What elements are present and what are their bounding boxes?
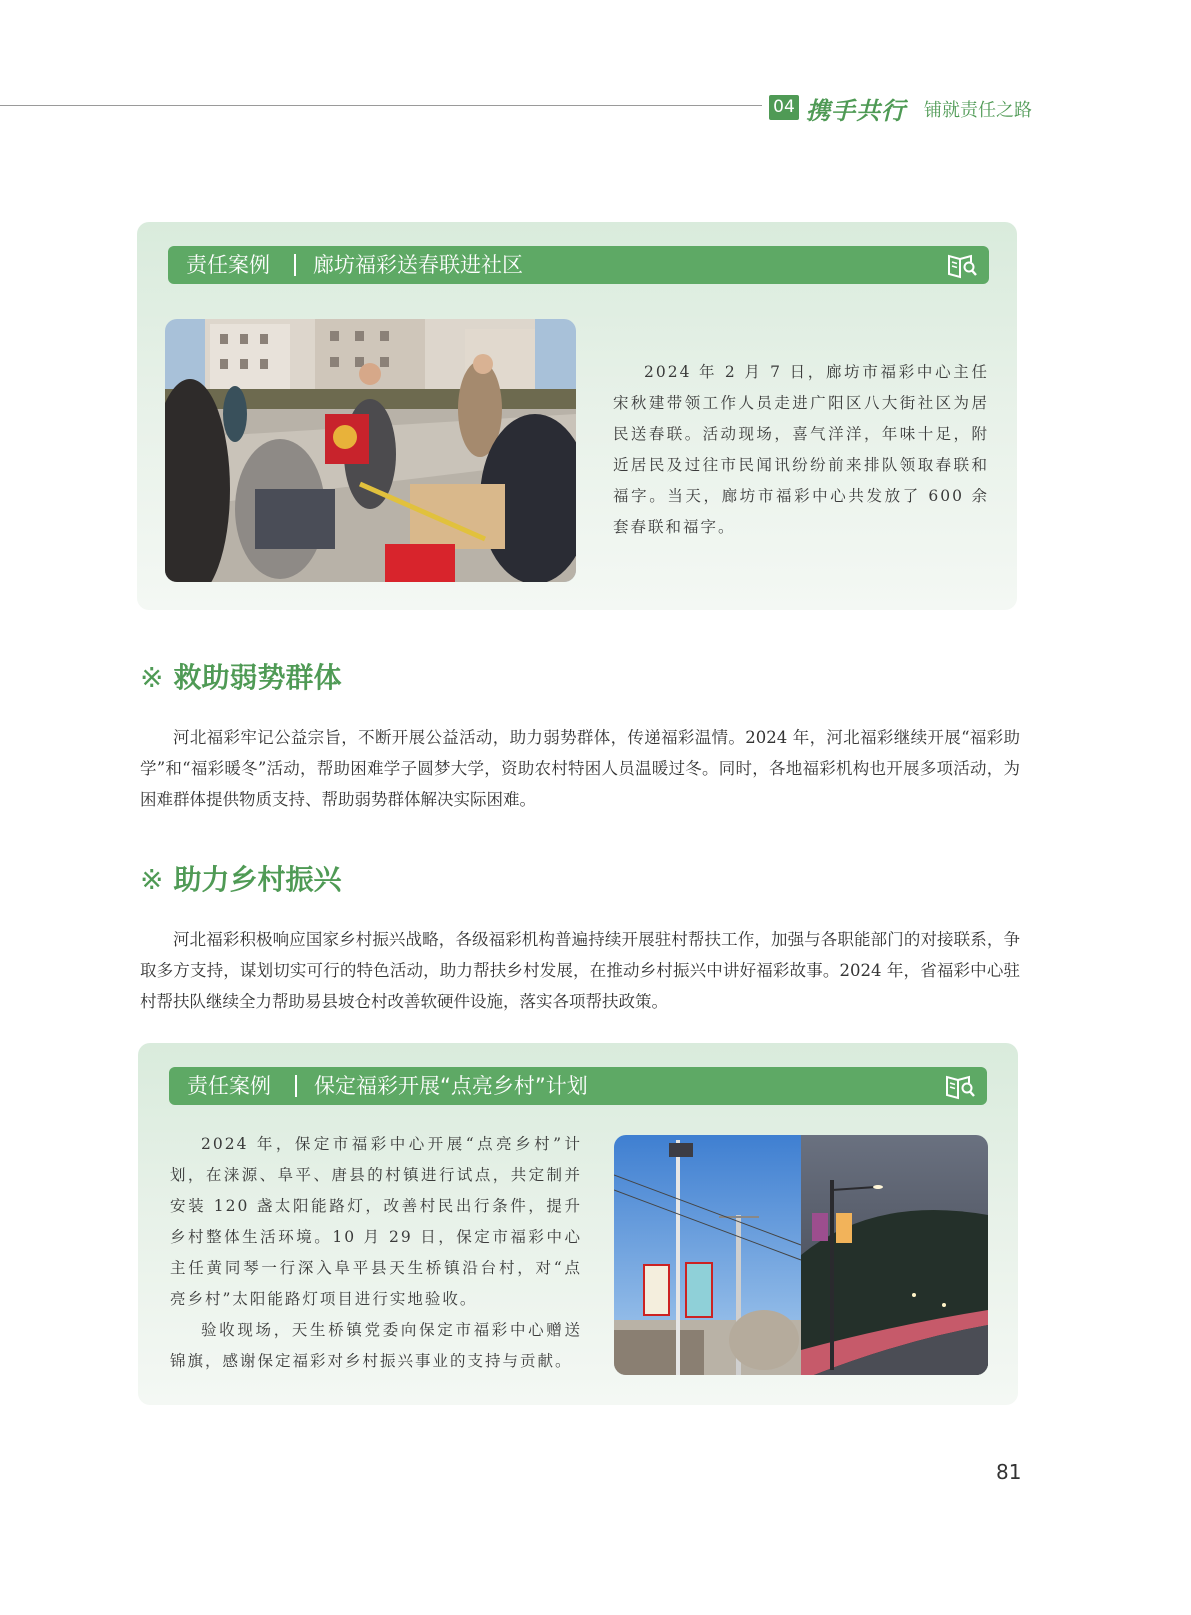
title-separator: [294, 254, 296, 276]
case-title: 廊坊福彩送春联进社区: [313, 253, 523, 277]
section-title: 助力乡村振兴: [173, 863, 342, 896]
photo-couplets-distribution: [165, 319, 576, 582]
book-search-icon: [945, 250, 979, 280]
photo-solar-street-lights: [614, 1135, 988, 1375]
case-tag: 责任案例: [186, 253, 270, 277]
title-separator: [295, 1075, 297, 1097]
body-paragraph: 河北福彩积极响应国家乡村振兴战略，各级福彩机构普遍持续开展驻村帮扶工作，加强与各职能部门的对接联系，争取多方支持，谋划切实可行的特色活动，助力帮扶乡村发展，在推动乡村振兴中讲好福彩故事。2024 年，省福彩中心驻村帮扶队继续全力帮助易县坡仓村改善软硬件设施，落实各项帮扶政策。: [140, 930, 1020, 1011]
case-paragraph-1: 2024 年，保定市福彩中心开展“点亮乡村”计划，在涞源、阜平、唐县的村镇进行试点，共定制并安装 120 盏太阳能路灯，改善村民出行条件，提升乡村整体生活环境。10 月 29 日，保定市福彩中心主任黄同琴一行深入阜平县天生桥镇沿台村，对“点亮乡村”太阳能路灯项目进行实地验收。: [170, 1135, 582, 1308]
case-tag: 责任案例: [187, 1074, 271, 1098]
case-text: [170, 1129, 582, 1377]
case-box-baoding: [138, 1043, 1018, 1405]
photo-street-lights-scene: [614, 1135, 988, 1375]
section-title: 救助弱势群体: [173, 661, 342, 694]
page-number: 81: [996, 1460, 1022, 1484]
case-title-bar: [169, 1067, 987, 1105]
section-heading-vulnerable-groups: [140, 656, 341, 696]
chapter-calligraphy-title: 携手共行: [806, 96, 906, 125]
section-body-vulnerable-groups: [140, 722, 1020, 815]
reference-mark-icon: ※: [140, 661, 164, 694]
header-rule: [0, 105, 762, 106]
book-search-icon: [943, 1071, 977, 1101]
case-paragraph: 2024 年 2 月 7 日，廊坊市福彩中心主任宋秋建带领工作人员走进广阳区八大街社区为居民送春联。活动现场，喜气洋洋，年味十足，附近居民及过往市民闻讯纷纷前来排队领取春联和福字。当天，廊坊市福彩中心共发放了 600 余套春联和福字。: [613, 363, 989, 536]
case-title-bar: [168, 246, 989, 284]
chapter-number-badge: 04: [769, 95, 799, 120]
case-title: 保定福彩开展“点亮乡村”计划: [314, 1074, 588, 1098]
reference-mark-icon: ※: [140, 863, 164, 896]
section-heading-rural-revitalization: [140, 858, 341, 898]
chapter-subtitle: 铺就责任之路: [924, 100, 1032, 121]
case-text: [613, 357, 989, 543]
case-paragraph-2: 验收现场，天生桥镇党委向保定市福彩中心赠送锦旗，感谢保定福彩对乡村振兴事业的支持与贡献。: [170, 1321, 582, 1370]
section-body-rural-revitalization: [140, 924, 1020, 1017]
body-paragraph: 河北福彩牢记公益宗旨，不断开展公益活动，助力弱势群体，传递福彩温情。2024 年，河北福彩继续开展“福彩助学”和“福彩暖冬”活动，帮助困难学子圆梦大学，资助农村特困人员温暖过冬。同时，各地福彩机构也开展多项活动，为困难群体提供物质支持、帮助弱势群体解决实际困难。: [140, 728, 1020, 809]
case-box-langfang: [137, 222, 1017, 610]
photo-couplets-scene: [165, 319, 576, 582]
